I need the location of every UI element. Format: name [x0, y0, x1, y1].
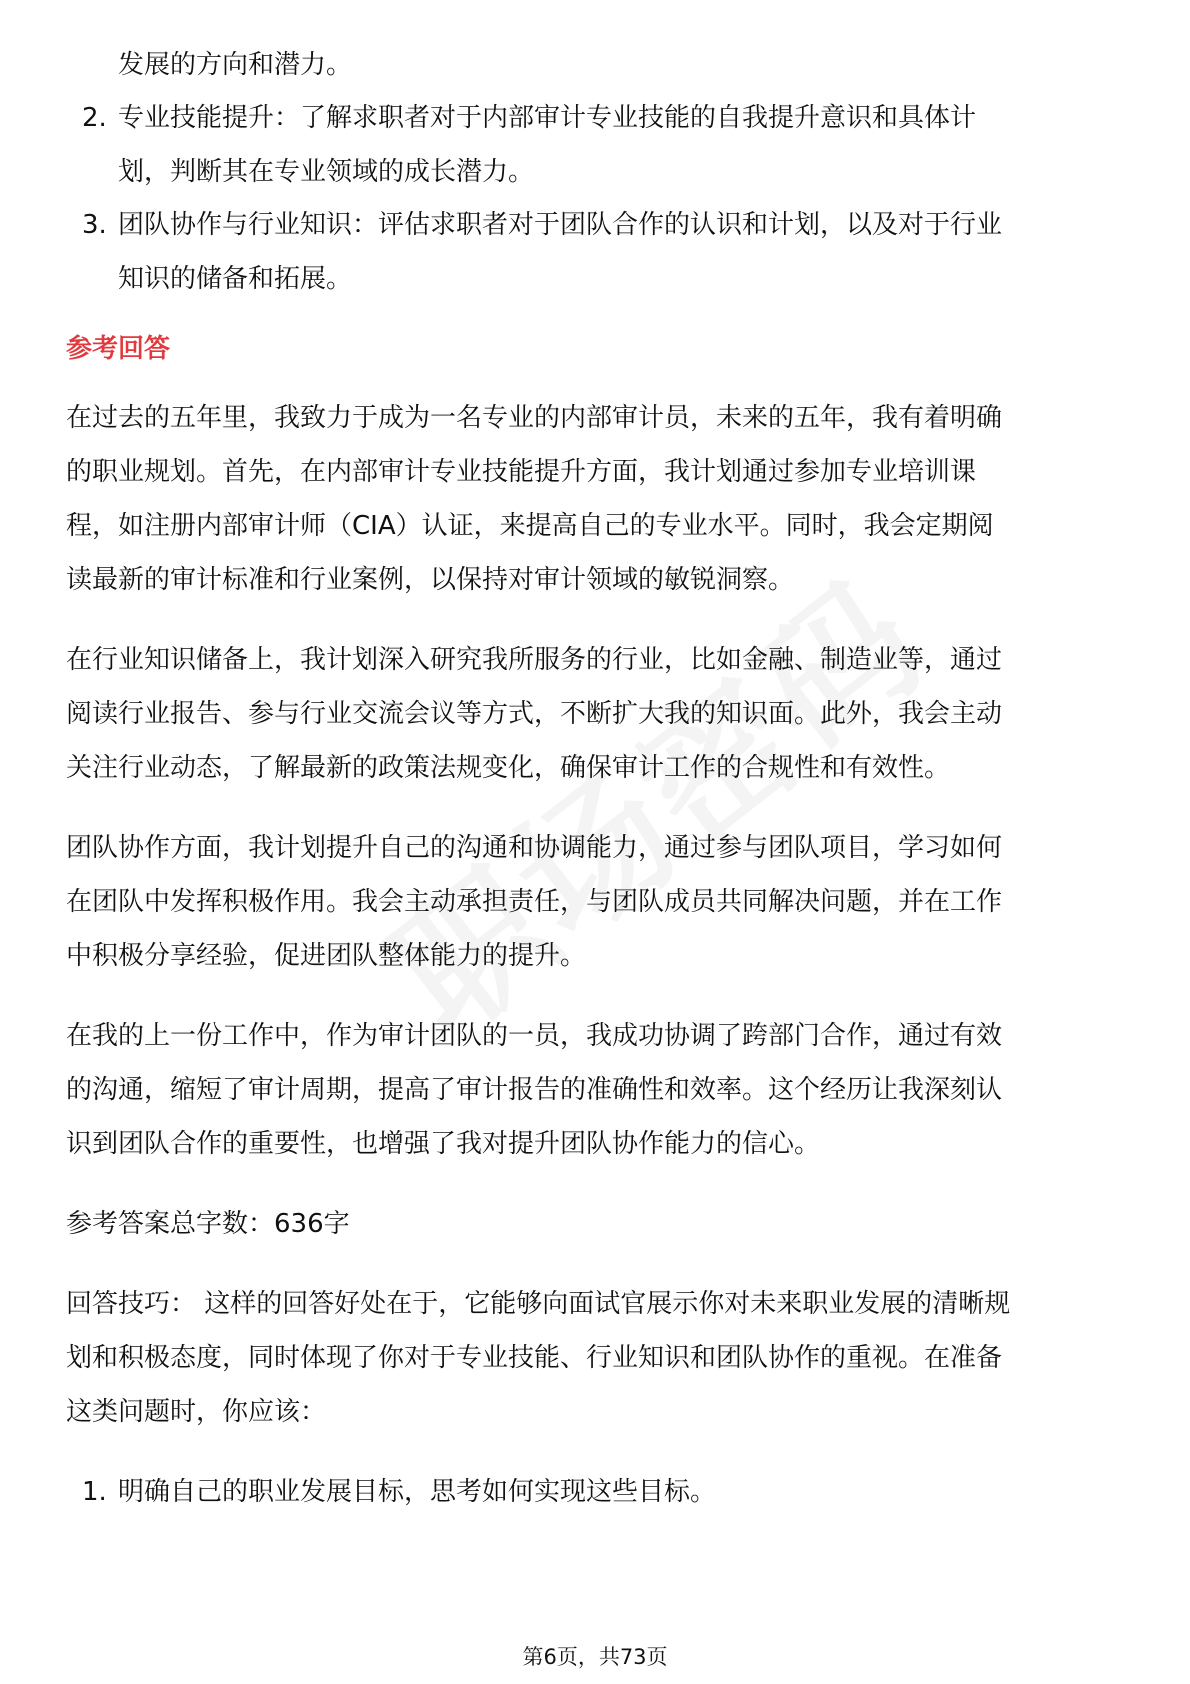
- list-item-2-line-1: 专业技能提升：了解求职者对于内部审计专业技能的自我提升意识和具体计: [118, 103, 977, 133]
- reference-answer-heading: 参考回答: [66, 334, 171, 364]
- list-item-3-line-2: 知识的储备和拓展。: [118, 264, 353, 294]
- paragraph-1-line-1: 在过去的五年里，我致力于成为一名专业的内部审计员，未来的五年，我有着明确: [66, 403, 1003, 433]
- paragraph-2-line-1: 在行业知识储备上，我计划深入研究我所服务的行业，比如金融、制造业等，通过: [66, 645, 1003, 675]
- paragraph-4-line-2: 的沟通，缩短了审计周期，提高了审计报告的准确性和效率。这个经历让我深刻认: [66, 1075, 1003, 1105]
- paragraph-3-line-3: 中积极分享经验，促进团队整体能力的提升。: [66, 941, 587, 971]
- paragraph-2-line-2: 阅读行业报告、参与行业交流会议等方式，不断扩大我的知识面。此外，我会主动: [66, 699, 1003, 729]
- word-count: 参考答案总字数：636字: [66, 1209, 350, 1239]
- paragraph-3-line-1: 团队协作方面，我计划提升自己的沟通和协调能力，通过参与团队项目，学习如何: [66, 833, 1003, 863]
- paragraph-3-line-2: 在团队中发挥积极作用。我会主动承担责任，与团队成员共同解决问题，并在工作: [66, 887, 1003, 917]
- list-item-1-tail: 发展的方向和潜力。: [118, 50, 353, 80]
- paragraph-4-line-1: 在我的上一份工作中，作为审计团队的一员，我成功协调了跨部门合作，通过有效: [66, 1021, 1003, 1051]
- paragraph-1-line-3: 程，如注册内部审计师（CIA）认证，来提高自己的专业水平。同时，我会定期阅: [66, 511, 994, 541]
- tips-line-3: 这类问题时，你应该：: [66, 1397, 327, 1427]
- tips-line-1: 回答技巧： 这样的回答好处在于，它能够向面试官展示你对未来职业发展的清晰规: [66, 1289, 1011, 1319]
- paragraph-4-line-3: 识到团队合作的重要性，也增强了我对提升团队协作能力的信心。: [66, 1129, 821, 1159]
- list-item-2-line-2: 划，判断其在专业领域的成长潜力。: [118, 157, 535, 187]
- list-item-1-text: 明确自己的职业发展目标，思考如何实现这些目标。: [118, 1477, 717, 1507]
- list-number-3: 3.: [82, 210, 107, 240]
- tips-line-2: 划和积极态度，同时体现了你对于专业技能、行业知识和团队协作的重视。在准备: [66, 1343, 1003, 1373]
- paragraph-1-line-2: 的职业规划。首先，在内部审计专业技能提升方面，我计划通过参加专业培训课: [66, 457, 977, 487]
- list-number-1: 1.: [82, 1477, 107, 1507]
- paragraph-2-line-3: 关注行业动态，了解最新的政策法规变化，确保审计工作的合规性和有效性。: [66, 753, 951, 783]
- paragraph-1-line-4: 读最新的审计标准和行业案例，以保持对审计领域的敏锐洞察。: [66, 565, 795, 595]
- page-footer: 第6页，共73页: [522, 1645, 668, 1669]
- list-item-3-line-1: 团队协作与行业知识：评估求职者对于团队合作的认识和计划，以及对于行业: [118, 210, 1003, 240]
- list-number-2: 2.: [82, 103, 107, 133]
